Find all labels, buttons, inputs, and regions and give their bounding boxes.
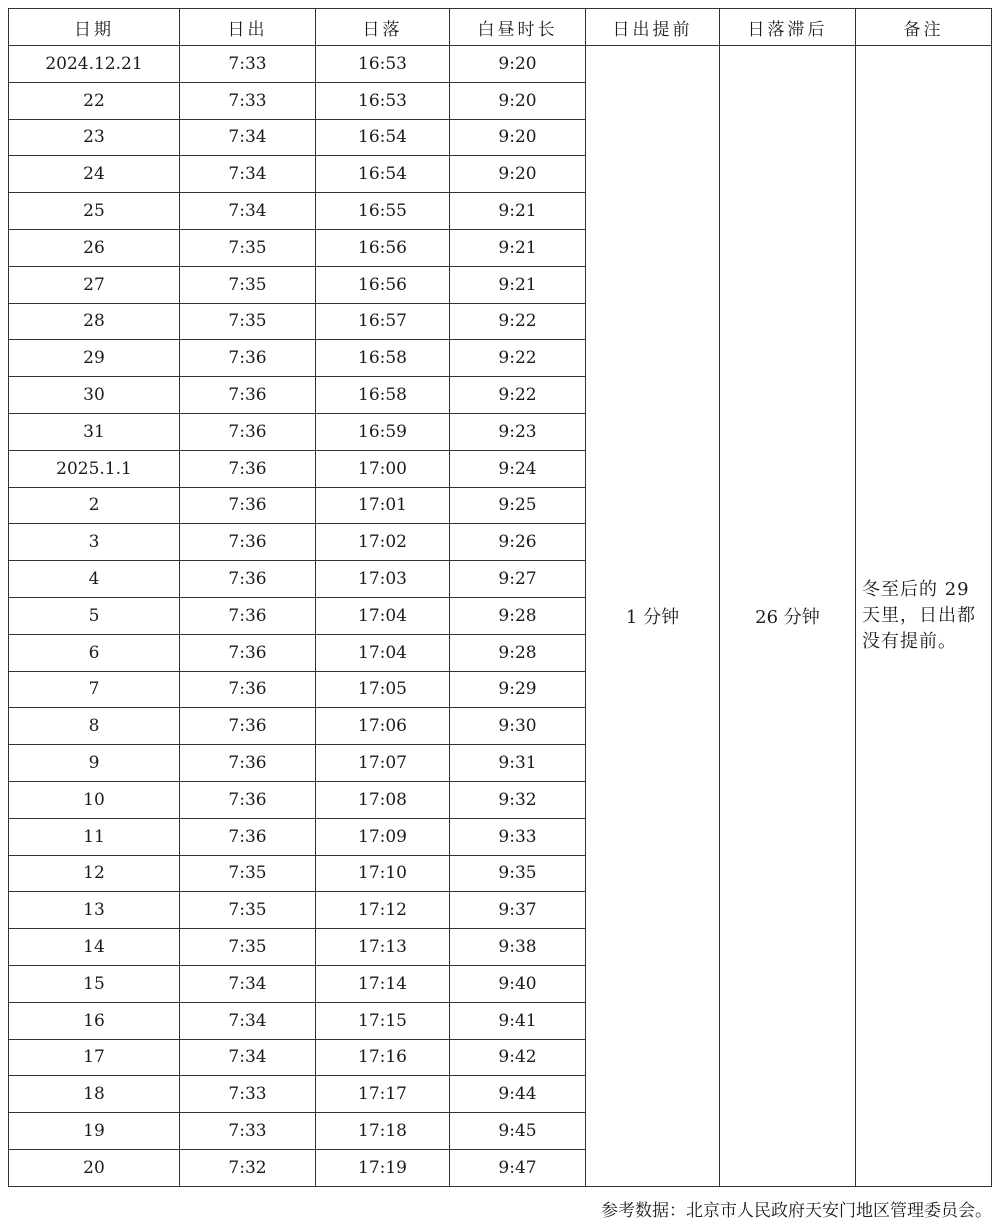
date-cell: 23 [9, 119, 180, 156]
date-cell: 19 [9, 1113, 180, 1150]
sunrise-cell: 7:36 [180, 561, 316, 598]
sunrise-cell: 7:36 [180, 708, 316, 745]
daylight-cell: 9:33 [450, 818, 586, 855]
daylight-cell: 9:24 [450, 450, 586, 487]
sunset-cell: 17:17 [316, 1076, 450, 1113]
date-cell: 2025.1.1 [9, 450, 180, 487]
sunset-cell: 17:12 [316, 892, 450, 929]
sunrise-cell: 7:36 [180, 781, 316, 818]
daylight-cell: 9:21 [450, 193, 586, 230]
sunset-cell: 17:02 [316, 524, 450, 561]
sunset-cell: 17:08 [316, 781, 450, 818]
sunset-later-cell: 26 分钟 [720, 46, 856, 1187]
sunrise-cell: 7:36 [180, 597, 316, 634]
header-sunset-later: 日落滞后 [720, 9, 856, 46]
sunset-cell: 16:58 [316, 377, 450, 414]
sunrise-cell: 7:34 [180, 193, 316, 230]
date-cell: 17 [9, 1039, 180, 1076]
note-cell: 冬至后的 29 天里，日出都没有提前。 [856, 46, 992, 1187]
sunset-cell: 17:18 [316, 1113, 450, 1150]
daylight-cell: 9:32 [450, 781, 586, 818]
sunset-cell: 17:16 [316, 1039, 450, 1076]
sunset-cell: 17:14 [316, 965, 450, 1002]
daylight-cell: 9:25 [450, 487, 586, 524]
daylight-cell: 9:38 [450, 929, 586, 966]
date-cell: 5 [9, 597, 180, 634]
sunrise-cell: 7:33 [180, 1076, 316, 1113]
daylight-cell: 9:40 [450, 965, 586, 1002]
sunset-cell: 16:57 [316, 303, 450, 340]
sunrise-cell: 7:36 [180, 745, 316, 782]
date-cell: 7 [9, 671, 180, 708]
sunrise-cell: 7:34 [180, 1002, 316, 1039]
sunrise-cell: 7:36 [180, 377, 316, 414]
daylight-cell: 9:20 [450, 119, 586, 156]
date-cell: 31 [9, 413, 180, 450]
daylight-cell: 9:20 [450, 46, 586, 83]
sunrise-cell: 7:35 [180, 229, 316, 266]
date-cell: 26 [9, 229, 180, 266]
sunrise-cell: 7:36 [180, 634, 316, 671]
date-cell: 4 [9, 561, 180, 598]
header-row [9, 9, 992, 46]
daylight-cell: 9:44 [450, 1076, 586, 1113]
daylight-cell: 9:29 [450, 671, 586, 708]
date-cell: 3 [9, 524, 180, 561]
sunrise-cell: 7:33 [180, 46, 316, 83]
date-cell: 2 [9, 487, 180, 524]
date-cell: 10 [9, 781, 180, 818]
date-cell: 14 [9, 929, 180, 966]
sunrise-cell: 7:35 [180, 892, 316, 929]
header-daylight: 白昼时长 [450, 9, 586, 46]
sunset-cell: 17:19 [316, 1149, 450, 1186]
sunrise-cell: 7:35 [180, 929, 316, 966]
sunset-cell: 16:54 [316, 119, 450, 156]
daylight-cell: 9:20 [450, 156, 586, 193]
sunrise-earlier-cell: 1 分钟 [586, 46, 720, 1187]
sunrise-cell: 7:34 [180, 965, 316, 1002]
sunset-cell: 16:55 [316, 193, 450, 230]
sunrise-cell: 7:35 [180, 303, 316, 340]
sunrise-cell: 7:36 [180, 524, 316, 561]
sunset-cell: 17:05 [316, 671, 450, 708]
sunrise-cell: 7:34 [180, 119, 316, 156]
daylight-cell: 9:27 [450, 561, 586, 598]
date-cell: 25 [9, 193, 180, 230]
sunset-cell: 17:03 [316, 561, 450, 598]
daylight-cell: 9:28 [450, 634, 586, 671]
daylight-cell: 9:23 [450, 413, 586, 450]
sunrise-cell: 7:35 [180, 855, 316, 892]
sunset-cell: 17:15 [316, 1002, 450, 1039]
sunrise-cell: 7:36 [180, 487, 316, 524]
sunset-cell: 16:53 [316, 82, 450, 119]
sunset-cell: 16:56 [316, 229, 450, 266]
sunrise-sunset-table [8, 8, 992, 1187]
sunrise-cell: 7:33 [180, 82, 316, 119]
date-cell: 24 [9, 156, 180, 193]
sunrise-cell: 7:36 [180, 413, 316, 450]
sunset-cell: 17:07 [316, 745, 450, 782]
header-note: 备注 [856, 9, 992, 46]
sunset-cell: 17:00 [316, 450, 450, 487]
daylight-cell: 9:45 [450, 1113, 586, 1150]
daylight-cell: 9:22 [450, 303, 586, 340]
date-cell: 13 [9, 892, 180, 929]
sunset-cell: 17:09 [316, 818, 450, 855]
sunrise-cell: 7:36 [180, 818, 316, 855]
daylight-cell: 9:30 [450, 708, 586, 745]
daylight-cell: 9:21 [450, 266, 586, 303]
daylight-cell: 9:22 [450, 377, 586, 414]
date-cell: 30 [9, 377, 180, 414]
sunrise-cell: 7:34 [180, 156, 316, 193]
daylight-cell: 9:28 [450, 597, 586, 634]
date-cell: 8 [9, 708, 180, 745]
date-cell: 2024.12.21 [9, 46, 180, 83]
date-cell: 11 [9, 818, 180, 855]
daylight-cell: 9:21 [450, 229, 586, 266]
daylight-cell: 9:41 [450, 1002, 586, 1039]
sunset-cell: 17:06 [316, 708, 450, 745]
daylight-cell: 9:37 [450, 892, 586, 929]
table-body [9, 46, 992, 1187]
header-sunrise: 日出 [180, 9, 316, 46]
date-cell: 16 [9, 1002, 180, 1039]
sunrise-cell: 7:36 [180, 340, 316, 377]
date-cell: 29 [9, 340, 180, 377]
sunset-cell: 17:13 [316, 929, 450, 966]
header-sunset: 日落 [316, 9, 450, 46]
date-cell: 18 [9, 1076, 180, 1113]
sunset-cell: 17:04 [316, 597, 450, 634]
daylight-cell: 9:42 [450, 1039, 586, 1076]
sunset-cell: 17:01 [316, 487, 450, 524]
sunset-cell: 16:53 [316, 46, 450, 83]
sunset-cell: 17:10 [316, 855, 450, 892]
daylight-cell: 9:31 [450, 745, 586, 782]
sunset-cell: 16:58 [316, 340, 450, 377]
sunset-cell: 17:04 [316, 634, 450, 671]
date-cell: 27 [9, 266, 180, 303]
sunset-cell: 16:56 [316, 266, 450, 303]
daylight-cell: 9:26 [450, 524, 586, 561]
daylight-cell: 9:47 [450, 1149, 586, 1186]
sunset-cell: 16:54 [316, 156, 450, 193]
sunset-cell: 16:59 [316, 413, 450, 450]
date-cell: 9 [9, 745, 180, 782]
table-row [9, 46, 992, 83]
date-cell: 12 [9, 855, 180, 892]
date-cell: 22 [9, 82, 180, 119]
header-date: 日期 [9, 9, 180, 46]
header-sunrise-earlier: 日出提前 [586, 9, 720, 46]
sunrise-sunset-sheet [8, 8, 991, 1187]
sunrise-cell: 7:33 [180, 1113, 316, 1150]
sunrise-cell: 7:35 [180, 266, 316, 303]
sunrise-cell: 7:36 [180, 671, 316, 708]
sunrise-cell: 7:36 [180, 450, 316, 487]
sunrise-cell: 7:34 [180, 1039, 316, 1076]
daylight-cell: 9:35 [450, 855, 586, 892]
date-cell: 6 [9, 634, 180, 671]
source-note: 参考数据：北京市人民政府天安门地区管理委员会。 [601, 1201, 992, 1221]
date-cell: 15 [9, 965, 180, 1002]
daylight-cell: 9:20 [450, 82, 586, 119]
date-cell: 20 [9, 1149, 180, 1186]
sunrise-cell: 7:32 [180, 1149, 316, 1186]
daylight-cell: 9:22 [450, 340, 586, 377]
date-cell: 28 [9, 303, 180, 340]
